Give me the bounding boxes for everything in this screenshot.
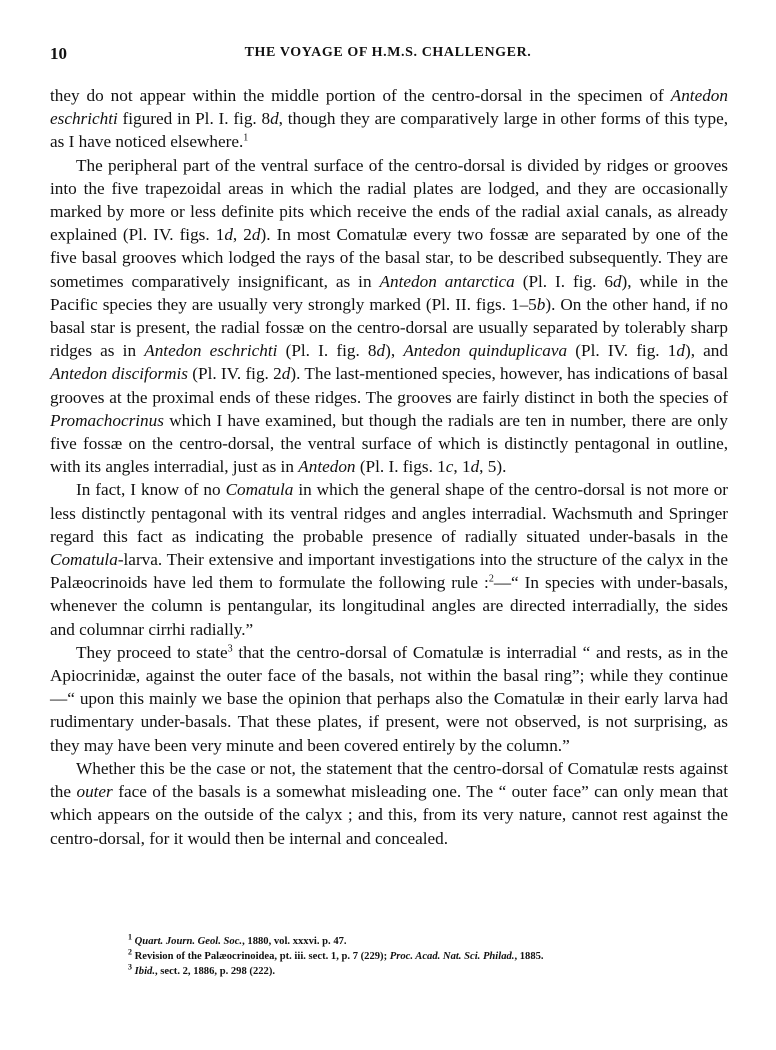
text-run: , 1885. <box>514 951 544 962</box>
italic-run: Antedon disciformis <box>50 364 188 384</box>
text-run: they do not appear within the middle portion of the centro-dorsal in the specimen of <box>50 86 671 105</box>
italic-run: d <box>470 457 480 477</box>
italic-run: d <box>270 109 279 129</box>
italic-run: d <box>612 271 622 291</box>
italic-run: Promachocrinus <box>50 410 164 430</box>
paragraph <box>50 478 728 640</box>
text-run: ), <box>385 341 404 361</box>
footnote-ref: 1 <box>128 932 132 942</box>
italic-run: Antedon <box>298 457 356 477</box>
italic-run: d <box>281 364 291 384</box>
text-run: which I have examined, but though the radials are ten in number, there are only five fossæ on the centro-dorsal, the ventral surface of which is distinctly pentagonal in outline, with its angles interradial, just as in <box>50 410 728 477</box>
page-header <box>50 44 726 64</box>
text-run: -larva. Their extensive and important investigations into the structure of the calyx in the Palæocrinoids have led them to formulate the following rule : <box>50 550 728 593</box>
footnote-ref: 1 <box>243 132 249 144</box>
text-run: (Pl. I. figs. 1 <box>355 457 446 477</box>
italic-run: c <box>445 457 454 477</box>
italic-run: b <box>536 294 546 314</box>
italic-run: d <box>251 225 261 245</box>
italic-run: Quart. Journ. Geol. Soc. <box>134 936 243 947</box>
paragraph <box>50 84 728 154</box>
footnote-ref: 3 <box>128 962 132 972</box>
text-run: , 2 <box>232 225 252 245</box>
italic-run: Comatula <box>225 480 294 500</box>
footnote <box>128 949 728 964</box>
body-text <box>50 84 728 850</box>
text-run: , though they are comparatively large in other forms of this type, as I have noticed elsewhere. <box>50 109 728 152</box>
paragraph <box>50 757 728 850</box>
italic-run: Antedon antarctica <box>379 271 515 291</box>
text-run: ), and <box>684 341 728 361</box>
italic-run: Proc. Acad. Nat. Sci. Philad. <box>389 951 515 962</box>
text-run: —“ In species with under-basals, whenever the column is pentangular, its longitudinal angles are directed interradially, the sides and columnar cirrhi radially.” <box>50 573 728 639</box>
footnote <box>128 964 728 979</box>
italic-run: d <box>376 341 386 361</box>
text-run: ), while in the Pacific species they are usually very strongly marked (Pl. II. figs. 1–5 <box>50 271 728 314</box>
text-run: In fact, I know of no <box>76 480 226 500</box>
italic-run: outer <box>76 782 113 802</box>
text-run: , 5). <box>479 457 507 477</box>
text-run: The peripheral part of the ventral surface of the centro-dorsal is divided by ridges or grooves into the five trapezoidal areas in which the radial plates are lodged, and they are occasionally marked by more or less definite pits which receive the ends of the radial axial canals, as already explained (Pl. IV. figs. 1 <box>50 155 728 245</box>
text-run: (Pl. IV. fig. 2 <box>187 364 282 384</box>
text-run: ). In most Comatulæ every two fossæ are separated by one of the five basal grooves which lodged the rays of the basal star, to be described subsequently. They are sometimes comparatively insignificant, as in <box>50 225 729 291</box>
page-number: 10 <box>50 44 67 63</box>
footnote-ref: 2 <box>128 947 132 957</box>
footnote-ref: 2 <box>488 573 494 585</box>
text-run: that the centro-dorsal of Comatulæ is interradial “ and rests, as in the Apiocrinidæ, against the outer face of the basals, not within the basal ring”; while they continue—“ upon this mainly we base the opinion that perhaps also the Comatulæ in their early larva had rudimentary under-basals. That these plates, if present, were not observed, is not surprising, as they may have been very minute and been covered entirely by the column.” <box>50 642 728 755</box>
footnote <box>128 934 728 949</box>
text-run: (Pl. IV. fig. 1 <box>567 341 677 361</box>
text-run: They proceed to state <box>76 642 228 662</box>
italic-run: Ibid. <box>134 966 155 977</box>
footnote-ref: 3 <box>227 643 233 655</box>
italic-run: d <box>676 341 685 361</box>
paragraph <box>50 154 728 479</box>
text-run: , sect. 2, 1886, p. 298 (222). <box>154 966 276 977</box>
footnotes <box>128 934 728 979</box>
italic-run: Antedon eschrichti <box>50 86 728 129</box>
text-run: (Pl. I. fig. 6 <box>514 271 613 291</box>
text-run: figured in Pl. I. fig. 8 <box>117 109 271 129</box>
text-run: , 1 <box>453 457 471 477</box>
italic-run: Antedon quinduplicava <box>403 341 568 361</box>
italic-run: d <box>224 225 233 245</box>
text-run: ). On the other hand, if no basal star is present, the radial fossæ on the centro-dorsal are usually separated by tolerably sharp ridges as in <box>50 294 728 361</box>
text-run: (Pl. I. fig. 8 <box>277 341 377 361</box>
italic-run: Comatula <box>50 550 118 570</box>
text-run: face of the basals is a somewhat misleading one. The “ outer face” can only mean that which appears on the outside of the calyx ; and this, from its very nature, cannot rest against the centro-dorsal, for it would then be internal and concealed. <box>50 782 728 848</box>
text-run: ). The last-mentioned species, however, has indications of basal grooves at the proximal ends of these ridges. The grooves are fairly distinct in both the species of <box>50 364 728 407</box>
text-run: Whether this be the case or not, the statement that the centro-dorsal of Comatulæ rests against the <box>50 758 728 802</box>
text-run: , 1880, vol. xxxvi. p. 47. <box>242 936 347 947</box>
text-run: in which the general shape of the centro-dorsal is not more or less distinctly pentagonal with its ventral ridges and angles interradial. Wachsmuth and Springer regard this fact as indicating the probable presence of radially situated under-basals in the <box>50 480 729 546</box>
text-run: Revision of the Palæocrinoidea, pt. iii. sect. 1, p. 7 (229); <box>132 951 390 962</box>
running-title: THE VOYAGE OF H.M.S. CHALLENGER. <box>244 45 532 60</box>
paragraph <box>50 641 728 757</box>
italic-run: Antedon eschrichti <box>144 341 278 361</box>
